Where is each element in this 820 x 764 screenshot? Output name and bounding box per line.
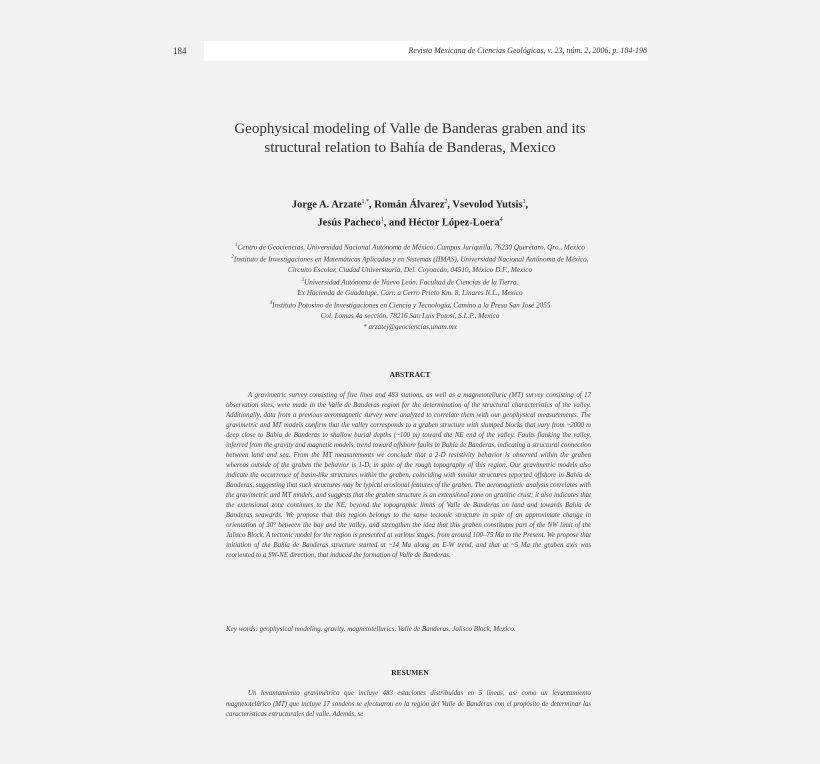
author-name: Jorge A. Arzate <box>291 199 362 211</box>
author-affiliation-mark: 1,* <box>361 199 370 205</box>
affiliation-line: $^4$Instituto Potosino de Investigaciones en Ciencia y Tecnología, Camino a la Presa San José 2055 <box>269 301 551 310</box>
abstract-heading: ABSTRACT <box>389 370 431 379</box>
author-line-1: Jorge A. Arzate$^{1,*}$, Román Álvarez$^2$, Vsevolod Yutsis$^3$, <box>291 199 529 211</box>
author-conjunction: and <box>388 217 406 228</box>
corresponding-email: * arzatej@geociencias.unam.mx <box>363 323 457 332</box>
author-list <box>150 195 670 230</box>
affiliation-line: $^2$Instituto de Investigaciones en Matemáticas Aplicadas y en Sistemas (IIMAS), Universidad Nacional Autónoma de México, <box>231 255 589 264</box>
author-affiliation-mark: 2 <box>444 199 448 205</box>
affiliations <box>150 241 670 333</box>
affiliation-line: $^1$Centro de Geociencias, Universidad Nacional Autónoma de México, Campus Juriquilla, 76230 Querétaro, Qro., Mexico <box>235 243 585 252</box>
title-line-1: Geophysical modeling of Valle de Banderas graben and its <box>234 121 586 137</box>
author-affiliation-mark: 1 <box>380 216 384 223</box>
affiliation-line: $^3$Universidad Autónoma de Nuevo León, Facultad de Ciencias de la Tierra, <box>301 278 519 287</box>
author-name: Héctor López-Loera <box>408 217 500 228</box>
affiliation-line: Circuito Escolar, Ciudad Universitaria, Del. Coyoacán, 04510, México D.F., Mexico <box>287 266 533 275</box>
keywords: Key words: geophysical modeling, gravity, magnetotellurics, Valle de Banderas, Jalisco Block, Mexico. <box>226 625 516 633</box>
title-line-2: structural relation to Bahía de Banderas, Mexico <box>264 140 556 156</box>
paper-title <box>150 120 670 158</box>
affiliation-line: Ex Hacienda de Guadalupe, Carr. a Cerro Prieto Km. 8, Linares N.L., Mexico <box>297 289 523 298</box>
affiliation-line: Col. Lomas 4a sección, 78216 San Luis Potosí, S.L.P., Mexico <box>320 312 500 321</box>
abstract-body: A gravimetric survey consisting of five lines and 483 stations, as well as a magnetotelluric (MT) survey consisting of 17 observation sites, were made in the Valle de Banderas region for the determination of the structural characteristics of the valley. Additionally, data from a previous aeromagnetic survey were analyzed to correlate them with our geophysical measurements. The gravimetric and MT models confirm that the valley corresponds to a graben structure with slumped blocks that vary from ~2000 m deep close to Bahía de Banderas to shallow burial depths (~100 m) toward the NE end of the valley. Faults flanking the valley, inferred from the gravity and magnetic models, trend toward offshore faults in Bahía de Banderas, indicating a structural connection between land and sea. From the MT measurements we conclude that a 2-D resistivity behavior is observed within the graben whereas outside of the graben the behavior is 1-D, in spite of the rough topography of this region. Our gravimetric models also indicate the occurrence of basin-like structures within the graben, coinciding with similar structures reported offshore in Bahía de Banderas, suggesting that such structures may be typical erosional features of the graben. The aeromagnetic analysis correlates with the gravimetric and MT models, and suggests that the graben structure is an extensional zone on granitic crust; it also indicates that the extensional zone continues to the NE, beyond the topographic limits of Valle de Banderas on land and towards Bahía de Banderas seawards. We propose that this region belongs to the same tectonic structure in spite of an approximate change in orientation of 30° between the bay and the valley, and strengthen the idea that this graben constitutes part of the NW limit of the Jalisco Block. A tectonic model for the region is presented at various stages, from around 100–75 Ma to the Present. We propose that initiation of the Bahía de Banderas structure started at ~14 Ma along an E-W trend, and that at ~5 Ma the graben axis was reoriented to a SW-NE direction, that induced the formation of Valle de Banderas. <box>226 392 591 559</box>
author-line-2: Jesús Pacheco$^1$, and Héctor López-Loera$^4$ <box>317 216 503 228</box>
author-name: Jesús Pacheco <box>317 217 381 228</box>
author-affiliation-mark: 3 <box>522 199 526 205</box>
running-head: Revista Mexicana de Ciencias Geológicas, v. 23, núm. 2, 2006, p. 184-198 <box>408 46 647 55</box>
resumen-heading: RESUMEN <box>391 668 429 677</box>
page-number: 184 <box>173 46 187 56</box>
resumen-body: Un levantamiento gravimétrico que incluye 483 estaciones distribuidas en 5 líneas, así como un levantamiento magnetotelúrico (MT) que incluye 17 sondeos se efectuaron en la región del Valle de Banderas con el propósito de determinar las características estructurales del valle. Además, se <box>226 690 591 718</box>
author-name: Vsevolod Yutsis <box>452 199 523 211</box>
author-name: Román Álvarez <box>374 199 445 211</box>
author-affiliation-mark: 4 <box>499 216 503 223</box>
